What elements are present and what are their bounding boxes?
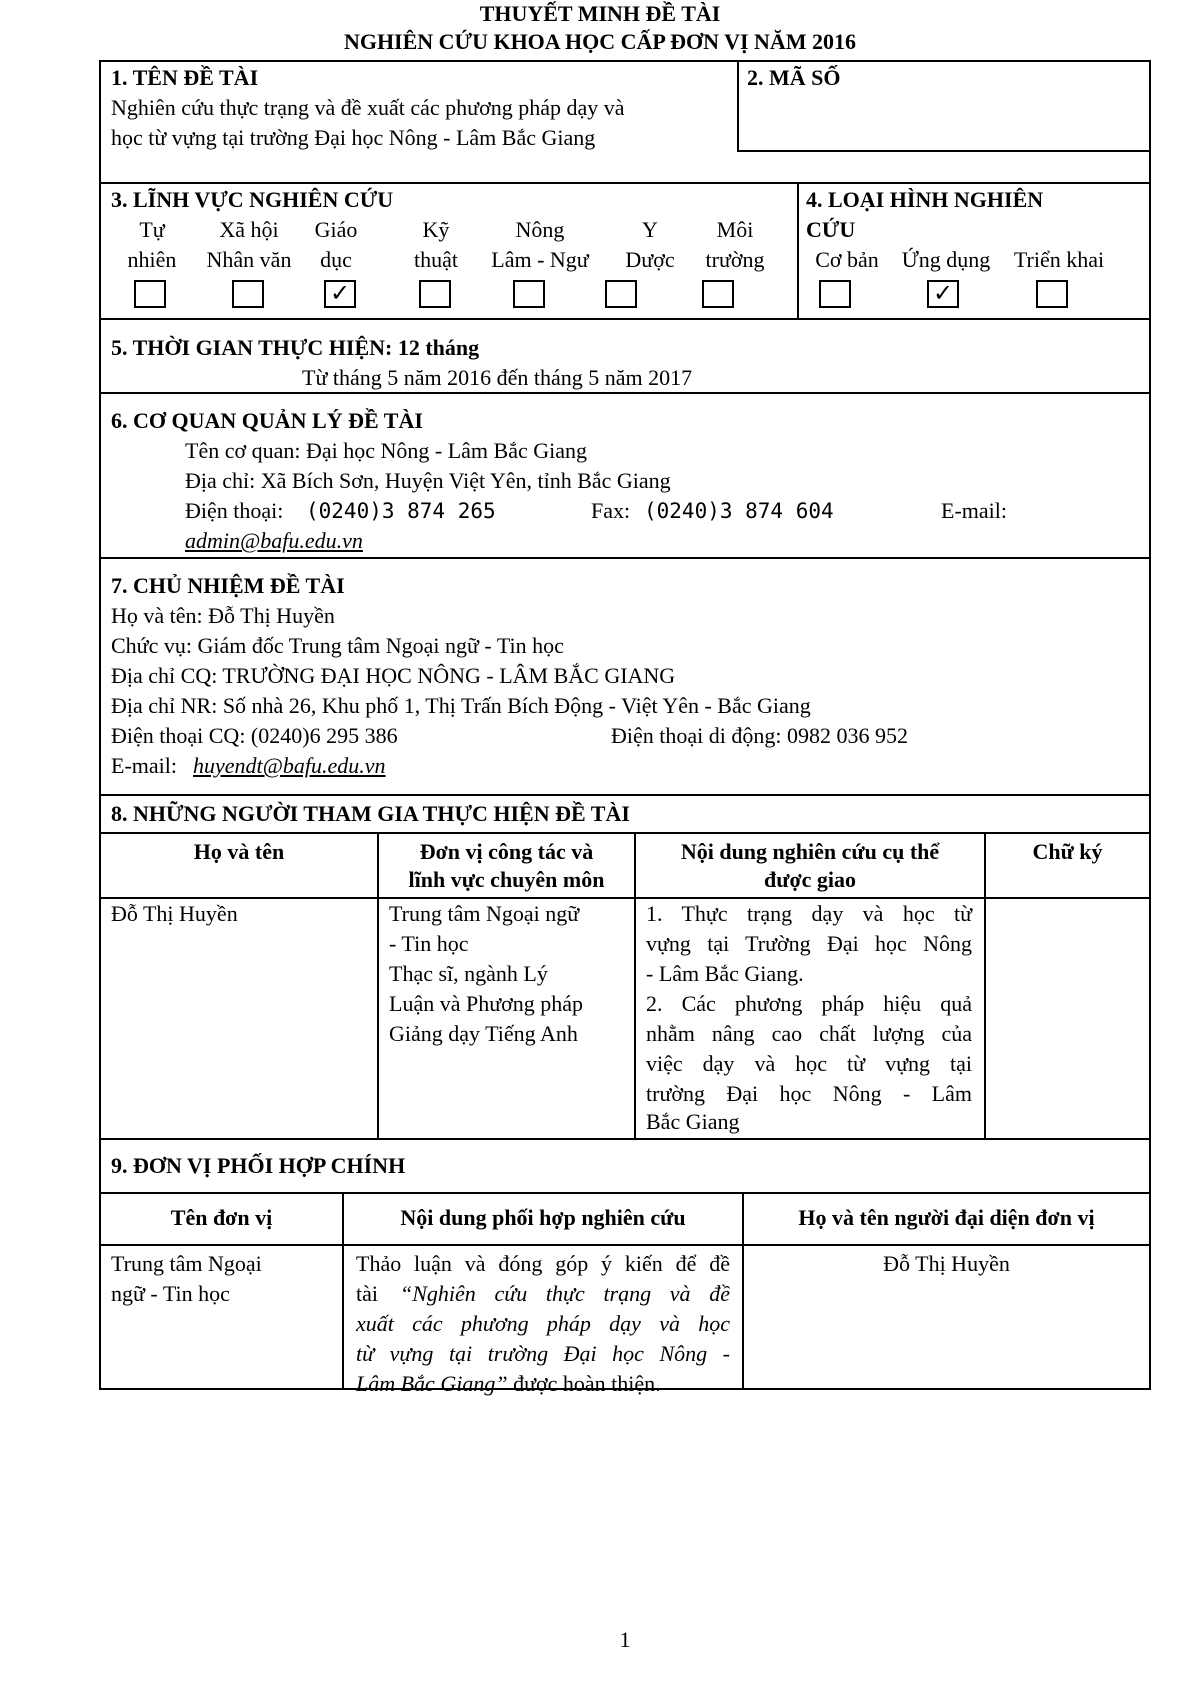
field-label: Giáo bbox=[314, 217, 358, 242]
participant-task-line: 1. Thực trạng dạy và học từ bbox=[646, 901, 972, 926]
participant-unit-line: - Tin học bbox=[389, 931, 469, 956]
participant-task-line: 2. Các phương pháp hiệu quả bbox=[646, 991, 972, 1016]
leader-office-address: Địa chỉ CQ: TRƯỜNG ĐẠI HỌC NÔNG - LÂM BẮC GIANG bbox=[111, 663, 676, 688]
section-9-title: 9. ĐƠN VỊ PHỐI HỢP CHÍNH bbox=[111, 1153, 406, 1178]
field-label: Lâm - Ngư bbox=[491, 247, 589, 272]
leader-home-address: Địa chỉ NR: Số nhà 26, Khu phố 1, Thị Trấn Bích Động - Việt Yên - Bắc Giang bbox=[111, 693, 811, 718]
section-1-title: 1. TÊN ĐỀ TÀI bbox=[111, 65, 259, 90]
field-label: thuật bbox=[414, 247, 458, 272]
participant-name: Đỗ Thị Huyền bbox=[111, 901, 238, 926]
partners-header-representative: Họ và tên người đại diện đơn vị bbox=[798, 1205, 1095, 1230]
participant-unit-line: Thạc sĩ, ngành Lý bbox=[389, 961, 548, 986]
field-checkbox-education[interactable] bbox=[324, 280, 356, 308]
participants-header-content-cont: được giao bbox=[764, 867, 856, 892]
partner-unit-line: ngữ - Tin học bbox=[111, 1281, 230, 1306]
org-email-label: E-mail: bbox=[941, 498, 1007, 523]
leader-mobile: Điện thoại di động: 0982 036 952 bbox=[611, 723, 908, 748]
duration-range: Từ tháng 5 năm 2016 đến tháng 5 năm 2017 bbox=[302, 365, 693, 390]
field-label: Dược bbox=[625, 247, 675, 272]
project-title-line-1: Nghiên cứu thực trạng và đề xuất các phương pháp dạy và bbox=[111, 95, 625, 120]
field-label: Kỹ bbox=[422, 217, 450, 242]
org-fax-label: Fax: bbox=[591, 498, 631, 523]
field-label: Tự bbox=[139, 217, 165, 242]
project-title-line-2: học từ vựng tại trường Đại học Nông - Lâm Bắc Giang bbox=[111, 125, 596, 150]
leader-email-link[interactable]: huyendt@bafu.edu.vn bbox=[193, 753, 386, 778]
partner-content-quote-end: Lâm Bắc Giang” bbox=[356, 1371, 508, 1396]
participant-task-line: Bắc Giang bbox=[646, 1109, 740, 1134]
org-fax: (0240)3 874 604 bbox=[644, 499, 834, 523]
org-phone: (0240)3 874 265 bbox=[306, 499, 496, 523]
page-number: 1 bbox=[619, 1627, 631, 1652]
partner-representative: Đỗ Thị Huyền bbox=[883, 1251, 1010, 1276]
participant-unit-line: Trung tâm Ngoại ngữ bbox=[389, 901, 580, 926]
field-label: trường bbox=[705, 247, 765, 272]
participant-task-line: việc dạy và học từ vựng tại bbox=[646, 1051, 972, 1076]
field-label: Xã hội bbox=[219, 217, 279, 242]
field-checkbox-social-humanities[interactable] bbox=[232, 280, 264, 308]
org-name: Tên cơ quan: Đại học Nông - Lâm Bắc Giang bbox=[185, 438, 588, 463]
type-label: Cơ bản bbox=[815, 247, 879, 272]
partner-content-last-line bbox=[356, 1370, 661, 1398]
partners-header-unit: Tên đơn vị bbox=[170, 1205, 273, 1230]
section-4-title: 4. LOẠI HÌNH NGHIÊN bbox=[806, 187, 1044, 212]
field-label: Y bbox=[642, 217, 658, 242]
partner-content-quote: “Nghiên cứu thực trạng và đề bbox=[400, 1281, 730, 1306]
participants-header-content: Nội dung nghiên cứu cụ thể bbox=[680, 839, 940, 864]
doc-title: THUYẾT MINH ĐỀ TÀI bbox=[479, 1, 721, 26]
leader-email-label: E-mail: bbox=[111, 753, 177, 778]
doc-subtitle: NGHIÊN CỨU KHOA HỌC CẤP ĐƠN VỊ NĂM 2016 bbox=[343, 29, 857, 54]
section-2-title: 2. MÃ SỐ bbox=[747, 65, 841, 90]
participants-header-unit: Đơn vị công tác và bbox=[419, 839, 594, 864]
participant-task-line: nhằm nâng cao chất lượng của bbox=[646, 1021, 972, 1046]
participant-unit-line: Luận và Phương pháp bbox=[389, 991, 584, 1016]
field-label: dục bbox=[320, 247, 352, 272]
type-label: Triển khai bbox=[1013, 247, 1105, 272]
participant-task-line: vựng tại Trường Đại học Nông bbox=[646, 931, 972, 956]
field-checkbox-agriculture[interactable] bbox=[513, 280, 545, 308]
partner-unit-line: Trung tâm Ngoại bbox=[111, 1251, 262, 1276]
section-8-title: 8. NHỮNG NGƯỜI THAM GIA THỰC HIỆN ĐỀ TÀI bbox=[111, 801, 630, 826]
field-label: nhiên bbox=[127, 247, 177, 272]
participant-task-line: - Lâm Bắc Giang. bbox=[646, 961, 804, 986]
participants-header-name: Họ và tên bbox=[193, 839, 285, 864]
partner-content-prefix: tài bbox=[356, 1281, 378, 1306]
field-checkbox-natural-science[interactable] bbox=[134, 280, 166, 308]
section-5-title: 5. THỜI GIAN THỰC HIỆN: 12 tháng bbox=[111, 335, 480, 360]
type-checkbox-basic[interactable] bbox=[819, 280, 851, 308]
field-label: Môi bbox=[716, 217, 754, 242]
section-3-title: 3. LĨNH VỰC NGHIÊN CỨU bbox=[111, 187, 394, 212]
participants-header-unit-cont: lĩnh vực chuyên môn bbox=[408, 867, 605, 892]
partner-content-quote: từ vựng tại trường Đại học Nông - bbox=[356, 1341, 730, 1366]
field-label: Nhân văn bbox=[206, 247, 292, 272]
org-address: Địa chỉ: Xã Bích Sơn, Huyện Việt Yên, tỉnh Bắc Giang bbox=[185, 468, 671, 493]
org-phone-label: Điện thoại: bbox=[185, 498, 284, 523]
section-6-title: 6. CƠ QUAN QUẢN LÝ ĐỀ TÀI bbox=[111, 408, 423, 433]
field-checkbox-medicine[interactable] bbox=[605, 280, 637, 308]
type-checkbox-applied[interactable] bbox=[927, 280, 959, 308]
participant-task-line: trường Đại học Nông - Lâm bbox=[646, 1081, 972, 1106]
org-email-link[interactable]: admin@bafu.edu.vn bbox=[185, 528, 363, 553]
field-checkbox-environment[interactable] bbox=[702, 280, 734, 308]
section-7-title: 7. CHỦ NHIỆM ĐỀ TÀI bbox=[111, 573, 345, 598]
partners-header-content: Nội dung phối hợp nghiên cứu bbox=[400, 1205, 686, 1230]
section-4-title-cont: CỨU bbox=[806, 217, 856, 242]
partner-content-quote: xuất các phương pháp dạy và học bbox=[356, 1311, 730, 1336]
field-label: Nông bbox=[515, 217, 565, 242]
type-checkbox-deployment[interactable] bbox=[1036, 280, 1068, 308]
partner-content-line: Thảo luận và đóng góp ý kiến để đề bbox=[356, 1251, 730, 1276]
leader-name: Họ và tên: Đỗ Thị Huyền bbox=[111, 603, 335, 628]
field-checkbox-engineering[interactable] bbox=[419, 280, 451, 308]
leader-position: Chức vụ: Giám đốc Trung tâm Ngoại ngữ - Tin học bbox=[111, 633, 564, 658]
leader-office-phone: Điện thoại CQ: (0240)6 295 386 bbox=[111, 723, 398, 748]
type-label: Ứng dụng bbox=[901, 247, 991, 272]
participant-unit-line: Giảng dạy Tiếng Anh bbox=[389, 1021, 578, 1046]
partner-content-suffix: được hoàn thiện. bbox=[507, 1371, 661, 1396]
participants-header-signature: Chữ ký bbox=[1032, 839, 1103, 864]
